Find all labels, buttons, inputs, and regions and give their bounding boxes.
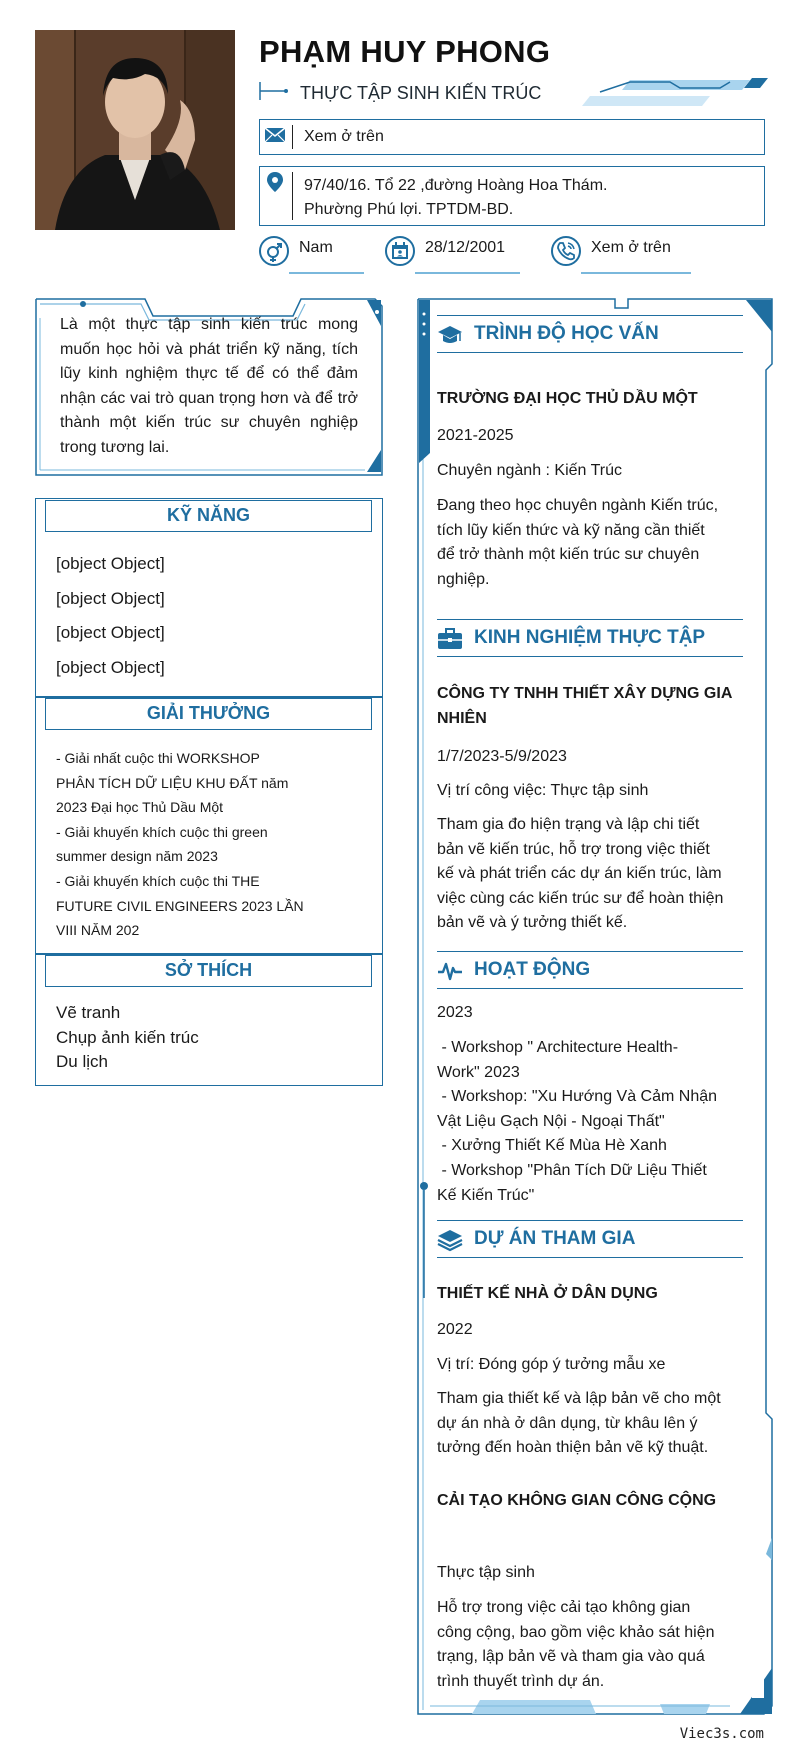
education-heading: TRÌNH ĐỘ HỌC VẤN (474, 323, 659, 344)
hobby-item: Vẽ tranh (56, 1003, 121, 1022)
experience-section-header (437, 619, 743, 657)
underline (289, 272, 364, 274)
text-line: CÔNG TY TNHH THIẾT XÂY DỰNG GIA (437, 685, 733, 702)
hobby-item: Chụp ảnh kiến trúc (56, 1027, 199, 1047)
award-line: - Giải nhất cuộc thi WORKSHOP (56, 750, 260, 766)
activities-list (437, 1036, 743, 1208)
email-field (259, 119, 765, 155)
address-line-1: 97/40/16. Tổ 22 ,đường Hoàng Hoa Thám. (304, 177, 608, 194)
activities-heading: HOẠT ĐỘNG (474, 959, 591, 980)
project-role: Thực tập sinh (437, 1564, 535, 1581)
divider (292, 172, 293, 220)
text-line: để trở thành một kiến trúc sư chuyên (437, 546, 700, 564)
divider (292, 125, 293, 149)
envelope-icon (264, 124, 286, 146)
project-description (437, 1596, 743, 1694)
text-line: trình thuyết trình dự án. (437, 1672, 605, 1690)
hobbies-list (56, 1001, 199, 1075)
candidate-name: PHẠM HUY PHONG (259, 34, 551, 69)
text-line: tưởng đến hoàn thiện bản vẽ kỹ thuật. (437, 1439, 709, 1457)
birthday-value: 28/12/2001 (425, 239, 506, 256)
address-field (259, 166, 765, 226)
text-line: bản vẽ kiến trúc, hỗ trợ trong việc thiết (437, 840, 710, 858)
project-description (437, 1387, 743, 1461)
text-line: Đang theo học chuyên ngành Kiến trúc, (437, 497, 719, 514)
graduation-cap-icon (437, 323, 463, 347)
education-description (437, 494, 743, 592)
education-period: 2021-2025 (437, 427, 514, 444)
skill-item: [object Object] (56, 589, 165, 608)
skills-heading: KỸ NĂNG (45, 500, 372, 532)
experience-period: 1/7/2023-5/9/2023 (437, 748, 567, 765)
text-line: - Workshop " Architecture Health- (437, 1039, 679, 1056)
briefcase-icon (437, 627, 463, 651)
experience-position: Vị trí công việc: Thực tập sinh (437, 782, 649, 799)
text-line: công cộng, bao gồm việc khảo sát hiện (437, 1623, 715, 1641)
projects-heading: DỰ ÁN THAM GIA (474, 1228, 636, 1249)
gender-info (259, 236, 364, 276)
text-line: NHIÊN (437, 709, 487, 727)
project-name: THIẾT KẾ NHÀ Ở DÂN DỤNG (437, 1285, 658, 1302)
experience-heading: KINH NGHIỆM THỰC TẬP (474, 627, 706, 648)
text-line: Vật Liệu Gạch Nội - Ngoại Thất" (437, 1112, 665, 1130)
project-name: CẢI TẠO KHÔNG GIAN CÔNG CỘNG (437, 1492, 717, 1509)
activities-section-header (437, 951, 743, 989)
text-line: dự án nhà ở dân dụng, từ khâu lên ý (437, 1414, 698, 1432)
text-line: kế và phát triển các dự án kiến trúc, làm (437, 865, 722, 883)
gender-icon (259, 236, 289, 266)
skill-item: [object Object] (56, 658, 165, 677)
activities-year: 2023 (437, 1004, 473, 1021)
phone-value: Xem ở trên (591, 239, 671, 256)
layers-icon (437, 1228, 463, 1252)
project-role: Vị trí: Đóng góp ý tưởng mẫu xe (437, 1356, 666, 1373)
hobby-item: Du lịch (56, 1052, 108, 1072)
text-line: việc cùng các kiến trúc sư để hoàn thiện (437, 889, 724, 907)
text-line: Hỗ trợ trong việc cải tạo không gian (437, 1599, 691, 1616)
award-line: - Giải khuyến khích cuộc thi green (56, 823, 268, 840)
text-line: Tham gia thiết kế và lập bản vẽ cho một (437, 1390, 721, 1407)
award-line: - Giải khuyến khích cuộc thi THE (56, 872, 260, 889)
calendar-icon (385, 236, 415, 266)
summary-text: Là một thực tập sinh kiến trúc mong muốn học hỏi và phát triển kỹ năng, tích lũy kinh nghiệm thực tế để có thể đảm nhận các vai trò quan trọng hơn và để trở thành một kiến trúc sư chuyên nghiệp trong tương lai. (60, 316, 358, 456)
phone-info (551, 236, 691, 276)
address-line-2: Phường Phú lợi. TPTDM-BD. (304, 201, 514, 218)
location-pin-icon (264, 171, 286, 193)
text-line: - Workshop "Phân Tích Dữ Liệu Thiết (437, 1161, 707, 1179)
award-line: summer design năm 2023 (56, 848, 218, 865)
text-line: nghiệp. (437, 570, 490, 588)
awards-list (56, 746, 306, 943)
education-major: Chuyên ngành : Kiến Trúc (437, 462, 623, 479)
underline (581, 272, 691, 274)
award-line: PHÂN TÍCH DỮ LIỆU KHU ĐẤT năm (56, 774, 289, 791)
hobbies-heading: SỞ THÍCH (45, 955, 372, 987)
footer-watermark: Viec3s.com (679, 1726, 764, 1742)
awards-heading: GIẢI THƯỞNG (45, 698, 372, 730)
text-line: - Workshop: "Xu Hướng Và Cảm Nhận (437, 1088, 718, 1106)
projects-section-header (437, 1220, 743, 1258)
award-line: 2023 Đại học Thủ Dầu Một (56, 799, 224, 816)
underline (415, 272, 520, 274)
text-line: bản vẽ và ý tưởng thiết kế. (437, 914, 628, 932)
phone-icon (551, 236, 581, 266)
text-line: trạng, lập bản vẽ và tham gia vào quá (437, 1648, 705, 1666)
text-line: Work" 2023 (437, 1063, 520, 1081)
education-section-header (437, 315, 743, 353)
text-line: tích lũy kiến thức và kỹ năng cần thiết (437, 521, 705, 539)
award-line: VIII NĂM 202 (56, 922, 140, 939)
project-year: 2022 (437, 1321, 473, 1338)
email-value: Xem ở trên (304, 128, 384, 145)
pulse-icon (437, 959, 463, 983)
school-name: TRƯỜNG ĐẠI HỌC THỦ DẦU MỘT (437, 390, 698, 407)
header-decoration (570, 74, 770, 114)
award-line: FUTURE CIVIL ENGINEERS 2023 LẦN (56, 897, 304, 914)
profile-photo (35, 30, 235, 230)
text-line: - Xưởng Thiết Kế Mùa Hè Xanh (437, 1137, 667, 1155)
gender-value: Nam (299, 239, 333, 256)
job-title: THỰC TẬP SINH KIẾN TRÚC (300, 83, 542, 103)
text-line: Tham gia đo hiện trạng và lập chi tiết (437, 816, 700, 833)
experience-description (437, 813, 743, 936)
skill-item: [object Object] (56, 554, 165, 573)
skill-item: [object Object] (56, 623, 165, 642)
address-value (304, 174, 607, 222)
text-line: Kế Kiến Trúc" (437, 1186, 535, 1204)
company-name (437, 682, 743, 731)
title-accent-line (259, 82, 289, 100)
birthday-info (385, 236, 525, 276)
